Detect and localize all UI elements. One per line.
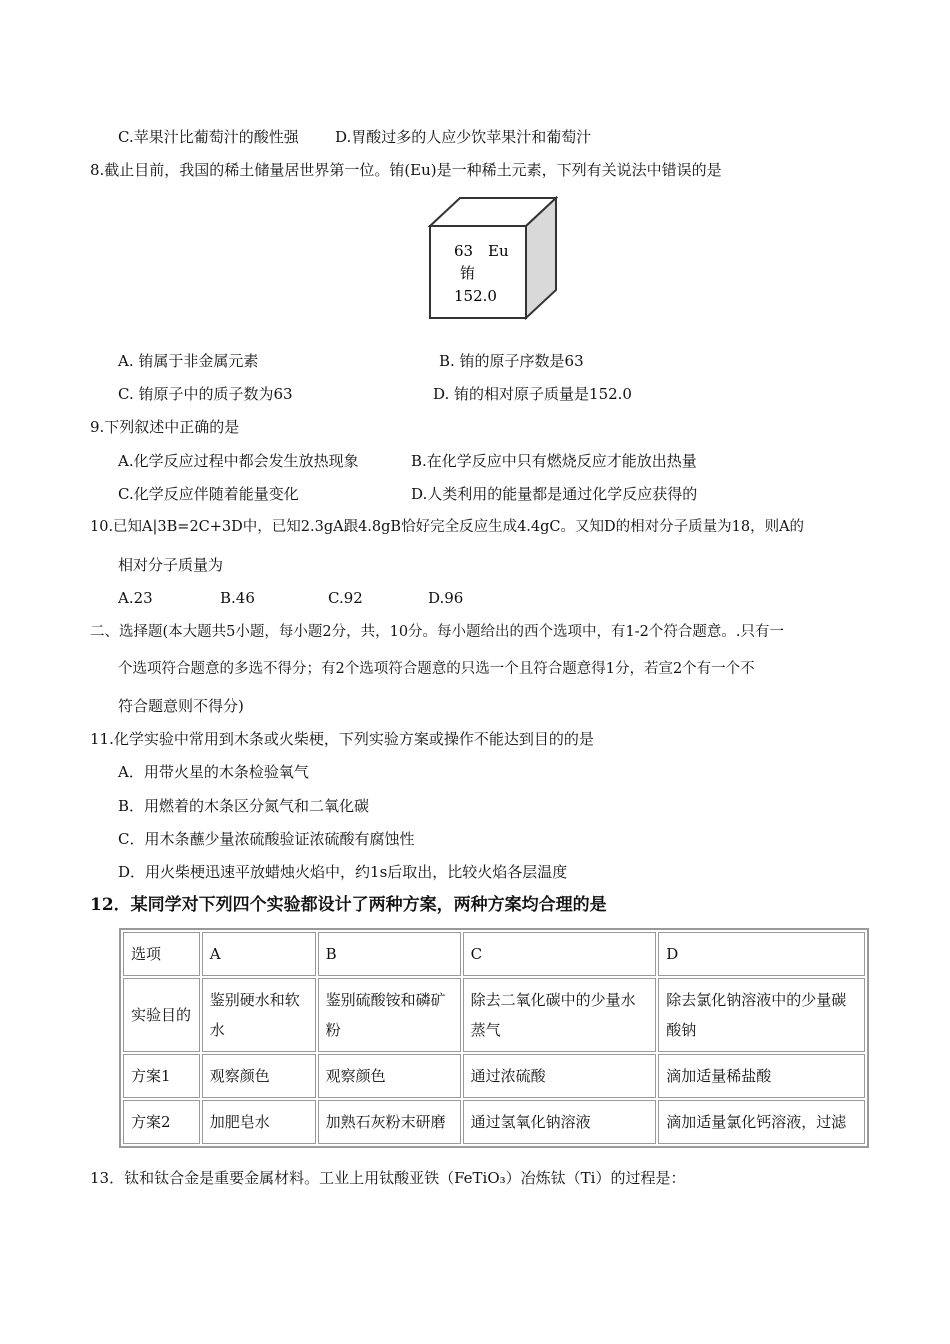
q11-option-a: A．用带火星的木条检验氧气	[118, 763, 309, 781]
section2-intro-line1: 二、选择题(本大题共5小题，每小题2分，共，10分。每小题给出的西个选项中，有1-2个符合题意。.只有一	[90, 624, 785, 640]
q12-experiment-table	[119, 928, 869, 1148]
q11-option-d: D．用火柴梗迅速平放蜡烛火焰中，约1s后取出，比较火焰各层温度	[118, 863, 568, 881]
table-cell: 加熟石灰粉末研磨	[318, 1100, 461, 1144]
q8-option-a: A. 铕属于非金属元素	[118, 352, 259, 370]
q11-option-b: B．用燃着的木条区分氮气和二氧化碳	[118, 797, 370, 815]
table-cell: 除去二氧化碳中的少量水蒸气	[463, 978, 657, 1052]
table-cell: 观察颜色	[202, 1054, 316, 1098]
table-cell: 通过氢氧化钠溶液	[463, 1100, 657, 1144]
q9-option-b: B.在化学反应中只有燃烧反应才能放出热量	[411, 452, 697, 470]
section2-intro-line3: 符合题意则不得分)	[118, 697, 244, 715]
table-cell: 实验目的	[123, 978, 200, 1052]
element-atomic-mass: 152.0	[454, 287, 497, 305]
table-cell: 鉴别硫酸铵和磷矿粉	[318, 978, 461, 1052]
table-cell: 滴加适量氯化钙溶液，过滤	[658, 1100, 865, 1144]
table-header-cell: 选项	[123, 932, 200, 976]
q11-stem: 11.化学实验中常用到木条或火柴梗，下列实验方案或操作不能达到目的的是	[90, 730, 594, 748]
element-name: 铕	[460, 264, 476, 282]
table-cell: 滴加适量稀盐酸	[658, 1054, 865, 1098]
section2-intro-line2: 个选项符合题意的多选不得分；有2个选项符合题意的只选一个且符合题意得1分，若宣2个有一个不	[118, 661, 755, 677]
q10-stem-line2: 相对分子质量为	[118, 556, 224, 574]
q9-option-a: A.化学反应过程中都会发生放热现象	[118, 452, 359, 470]
q10-option-a: A.23	[118, 589, 153, 607]
q7-option-c: C.苹果汁比葡萄汁的酸性强	[118, 128, 299, 146]
table-header-cell: B	[318, 932, 461, 976]
q11-option-c: C．用木条蘸少量浓硫酸验证浓硫酸有腐蚀性	[118, 830, 415, 848]
q13-stem: 13．钛和钛合金是重要金属材料。工业上用钛酸亚铁（FeTiO₃）冶炼钛（Ti）的过程是：	[90, 1169, 686, 1187]
element-symbol: Eu	[488, 242, 509, 260]
q10-option-d: D.96	[428, 589, 464, 607]
q10-stem-line1: 10.已知A|3B=2C+3D中，已知2.3gA跟4.8gB恰好完全反应生成4.4gC。又知D的相对分子质量为18，则A的	[90, 519, 805, 535]
table-header-cell: C	[463, 932, 657, 976]
table-row	[123, 978, 865, 1052]
q9-option-c: C.化学反应伴随着能量变化	[118, 485, 299, 503]
table-cell: 加肥皂水	[202, 1100, 316, 1144]
table-header-row	[123, 932, 865, 976]
q12-stem: 12．某同学对下列四个实验都设计了两种方案，两种方案均合理的是	[90, 895, 607, 915]
table-cell: 通过浓硫酸	[463, 1054, 657, 1098]
q10-option-b: B.46	[220, 589, 255, 607]
q10-option-c: C.92	[328, 589, 363, 607]
q7-option-d: D.胃酸过多的人应少饮苹果汁和葡萄汁	[335, 128, 592, 146]
q8-stem: 8.截止目前，我国的稀土储量居世界第一位。铕(Eu)是一种稀土元素，下列有关说法中错误的是	[90, 161, 722, 179]
table-row	[123, 1054, 865, 1098]
table-cell: 鉴别硬水和软水	[202, 978, 316, 1052]
q8-option-d: D. 铕的相对原子质量是152.0	[433, 385, 632, 403]
q9-stem: 9.下列叙述中正确的是	[90, 418, 240, 436]
table-cell: 观察颜色	[318, 1054, 461, 1098]
table-cell: 除去氯化钠溶液中的少量碳酸钠	[658, 978, 865, 1052]
table-header-cell: A	[202, 932, 316, 976]
table-cell: 方案2	[123, 1100, 200, 1144]
element-atomic-number: 63	[454, 242, 474, 260]
element-cell-europium	[428, 196, 558, 322]
table-cell: 方案1	[123, 1054, 200, 1098]
table-header-cell: D	[658, 932, 865, 976]
q8-option-c: C. 铕原子中的质子数为63	[118, 385, 293, 403]
q9-option-d: D.人类利用的能量都是通过化学反应获得的	[411, 485, 698, 503]
q8-option-b: B. 铕的原子序数是63	[439, 352, 584, 370]
table-row	[123, 1100, 865, 1144]
